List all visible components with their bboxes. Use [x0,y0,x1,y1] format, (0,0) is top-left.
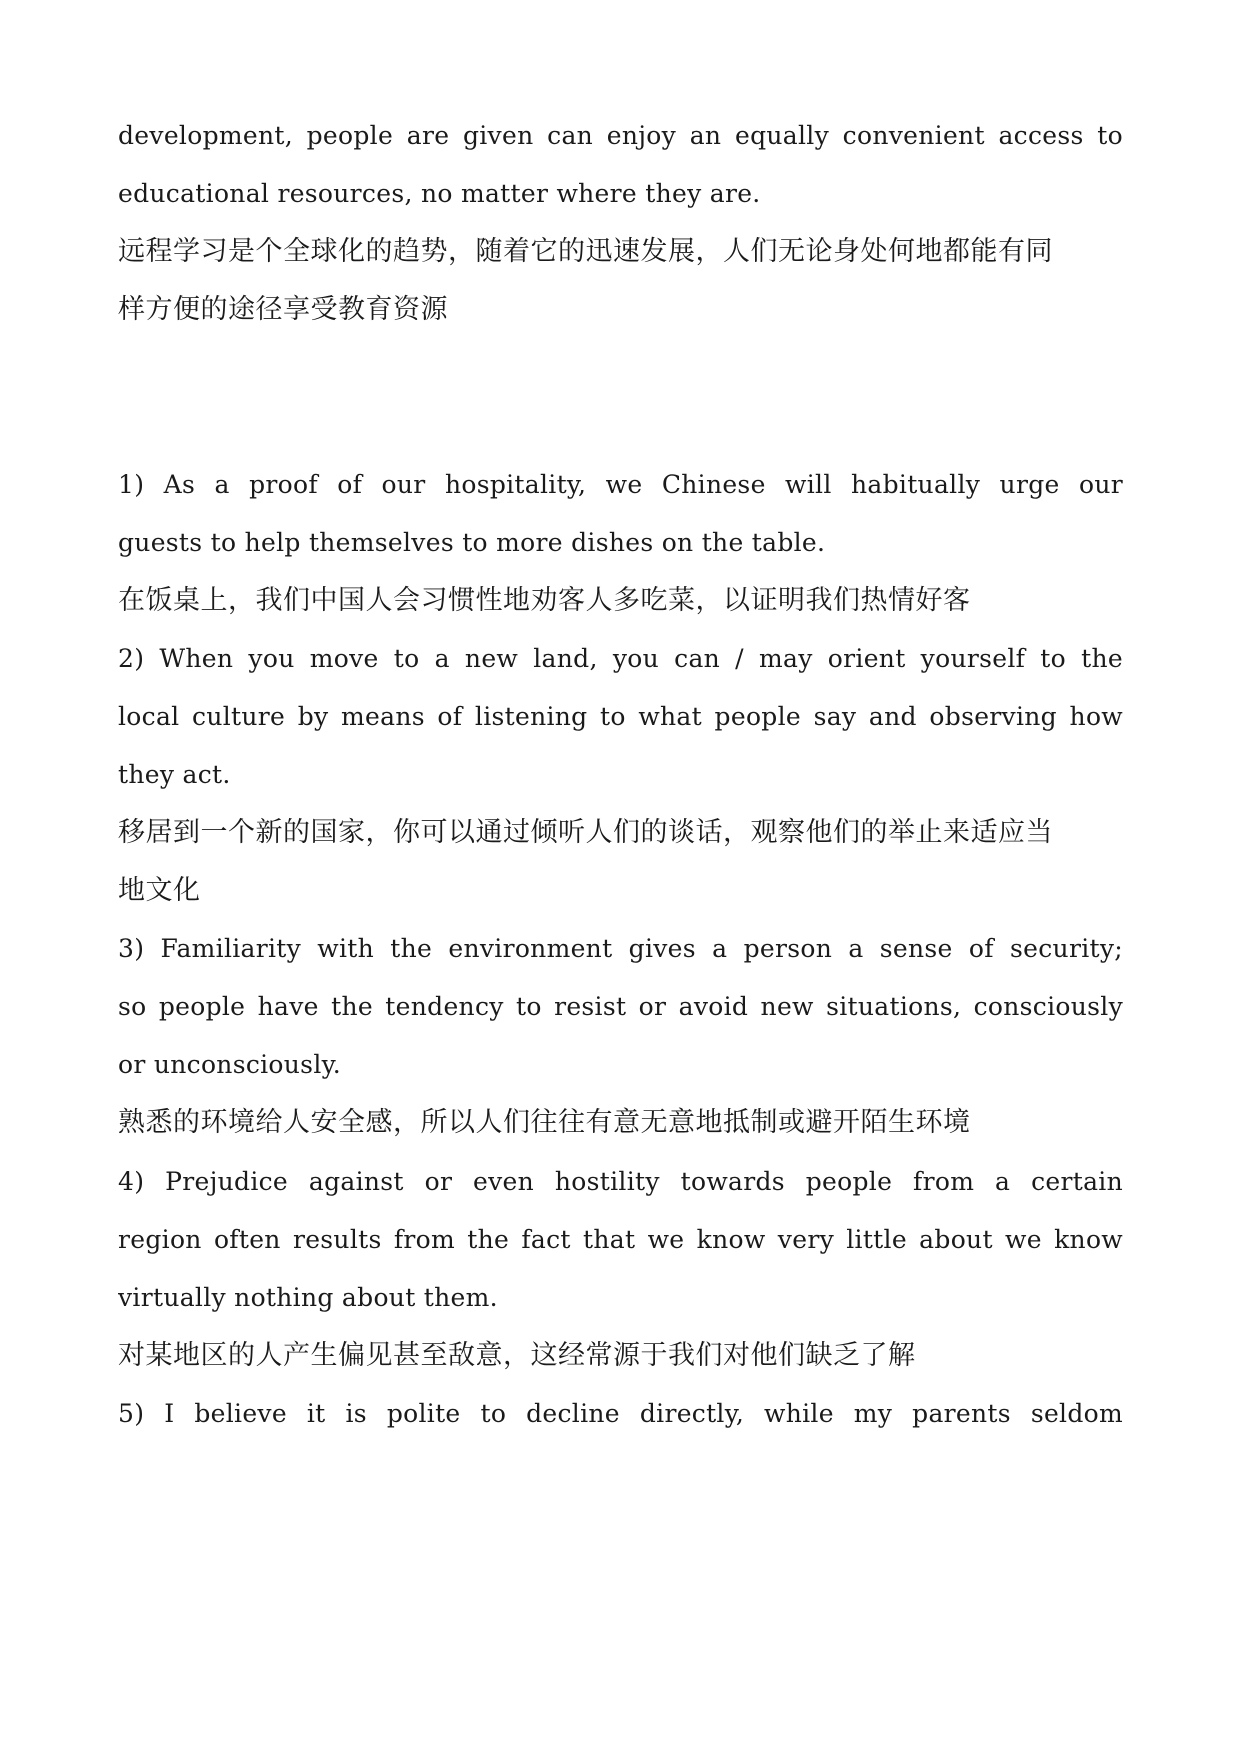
item-4-en-line-1: 4) Prejudice against or even hostility towards people from a certain [118,1167,1123,1196]
item-2-zh-line-1: 移居到一个新的国家，你可以通过倾听人们的谈话，观察他们的举止来适应当 [118,817,1053,848]
item-2-zh-line-2: 地文化 [118,875,201,906]
item-3-en-line-2: so people have the tendency to resist or avoid new situations, consciously [118,992,1123,1021]
item-4-en-line-2: region often results from the fact that we know very little about we know [118,1225,1123,1254]
item-1-zh-line-1: 在饭桌上，我们中国人会习惯性地劝客人多吃菜，以证明我们热情好客 [118,585,971,616]
intro-zh-line-1: 远程学习是个全球化的趋势，随着它的迅速发展，人们无论身处何地都能有同 [118,236,1053,267]
intro-en-line-1: development, people are given can enjoy an equally convenient access to [118,121,1123,150]
intro-en-line-2: educational resources, no matter where they are. [118,179,761,208]
item-3-en-line-3: or unconsciously. [118,1050,341,1079]
item-1-en-line-2: guests to help themselves to more dishes on the table. [118,528,826,557]
item-4-zh-line-1: 对某地区的人产生偏见甚至敌意，这经常源于我们对他们缺乏了解 [118,1340,916,1371]
item-1-en-line-1: 1) As a proof of our hospitality, we Chinese will habitually urge our [118,470,1123,499]
item-2-en-line-3: they act. [118,760,231,789]
item-4-en-line-3: virtually nothing about them. [118,1283,498,1312]
item-2-en-line-2: local culture by means of listening to what people say and observing how [118,702,1123,731]
intro-zh-line-2: 样方便的途径享受教育资源 [118,294,448,325]
item-3-en-line-1: 3) Familiarity with the environment gives a person a sense of security; [118,934,1123,963]
item-2-en-line-1: 2) When you move to a new land, you can / may orient yourself to the [118,644,1123,673]
item-3-zh-line-1: 熟悉的环境给人安全感，所以人们往往有意无意地抵制或避开陌生环境 [118,1107,971,1138]
item-5-en-line-1: 5) I believe it is polite to decline directly, while my parents seldom [118,1399,1123,1428]
